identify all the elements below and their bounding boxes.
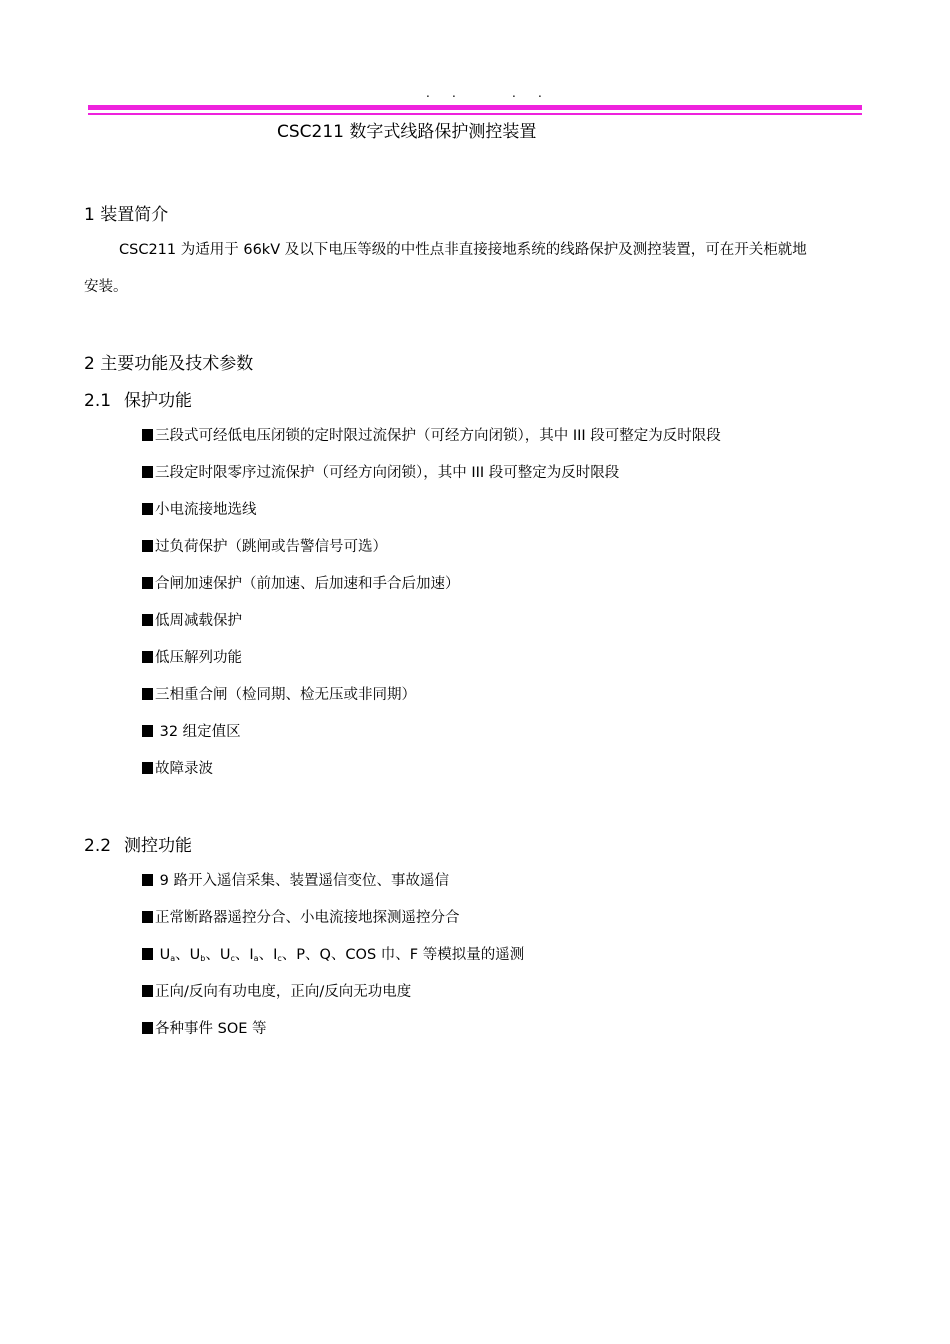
section-2-1-heading: [84, 390, 192, 412]
list-item-text: 三段式可经低电压闭锁的定时限过流保护（可经方向闭锁），其中 III 段可整定为反时限段: [155, 428, 721, 444]
square-bullet-icon: [142, 466, 153, 478]
list-item: [142, 500, 257, 520]
list-item: [142, 611, 242, 631]
separator: 、: [175, 947, 190, 963]
list-item: [142, 982, 411, 1002]
square-bullet-icon: [142, 540, 153, 552]
list-item: [142, 463, 619, 483]
square-bullet-icon: [142, 911, 153, 923]
header-rule-thick: [88, 105, 862, 110]
square-bullet-icon: [142, 1022, 153, 1034]
symbol-ic: $I_c$: [273, 947, 282, 963]
symbol-ua: $U_a$: [159, 947, 176, 963]
square-bullet-icon: [142, 577, 153, 589]
list-item: [142, 685, 416, 705]
list-item-text: 三段定时限零序过流保护（可经方向闭锁），其中 III 段可整定为反时限段: [155, 465, 620, 481]
symbol-ub: $U_b$: [189, 947, 206, 963]
list-item: [142, 1019, 267, 1039]
list-item: [142, 426, 721, 446]
header-dot: .: [452, 86, 456, 100]
list-item-text: 各种事件 SOE 等: [155, 1021, 267, 1037]
header-dot: .: [512, 86, 516, 100]
section-1-heading: 1 装置简介: [84, 205, 169, 225]
section-2-2-heading: [84, 835, 192, 857]
list-item-text: 过负荷保护（跳闸或告警信号可选）: [155, 539, 387, 555]
symbol-ia: $I_a$: [249, 947, 259, 963]
list-item-text: 故障录波: [155, 761, 213, 777]
square-bullet-icon: [142, 762, 153, 774]
list-item: [142, 908, 460, 928]
square-bullet-icon: [142, 651, 153, 663]
square-bullet-icon: [142, 503, 153, 515]
section-2-heading: 2 主要功能及技术参数: [84, 354, 254, 374]
header-dots: [0, 86, 950, 100]
list-item: [142, 648, 242, 668]
list-item-text: 正常断路器遥控分合、小电流接地探测遥控分合: [155, 910, 460, 926]
separator: 、: [258, 947, 274, 963]
header-rule-thin: [88, 113, 862, 115]
square-bullet-icon: [142, 688, 153, 700]
header-dot: .: [426, 86, 430, 100]
list-item-text: 三相重合闸（检同期、检无压或非同期）: [155, 687, 416, 703]
list-item-text: 合闸加速保护（前加速、后加速和手合后加速）: [155, 576, 460, 592]
section-1-paragraph-line-2: 安装。: [84, 279, 128, 295]
square-bullet-icon: [142, 948, 153, 960]
separator: 、: [234, 947, 250, 963]
list-item-text: 正向/反向有功电度，正向/反向无功电度: [155, 984, 412, 1000]
separator: 、: [205, 947, 220, 963]
header-dot: .: [538, 86, 542, 100]
list-item-text: 9 路开入遥信采集、装置遥信变位、事故遥信: [155, 873, 449, 889]
list-item: [142, 537, 387, 557]
section-label: 保护功能: [124, 391, 192, 411]
square-bullet-icon: [142, 429, 153, 441]
list-item-text: 小电流接地选线: [155, 502, 257, 518]
square-bullet-icon: [142, 725, 153, 737]
list-item-text: 低压解列功能: [155, 650, 242, 666]
section-1-paragraph-line-1: CSC211 为适用于 66kV 及以下电压等级的中性点非直接接地系统的线路保护及测控装置，可在开关柜就地: [119, 242, 807, 258]
list-item-measurements: [142, 945, 524, 969]
section-number: 2.2: [84, 836, 112, 856]
square-bullet-icon: [142, 874, 153, 886]
document-title: CSC211 数字式线路保护测控装置: [277, 122, 537, 142]
square-bullet-icon: [142, 985, 153, 997]
list-item-text: 32 组定值区: [155, 724, 241, 740]
list-item: [142, 574, 460, 594]
section-label: 测控功能: [124, 836, 192, 856]
square-bullet-icon: [142, 614, 153, 626]
section-number: 2.1: [84, 391, 112, 411]
list-item: [142, 871, 449, 891]
list-item: [142, 722, 241, 742]
separator: 、: [281, 947, 297, 963]
list-item-text: P、Q、COS 巾、F 等模拟量的遥测: [296, 947, 525, 963]
list-item-text: 低周减载保护: [155, 613, 242, 629]
list-item: [142, 759, 213, 779]
symbol-uc: $U_c$: [219, 947, 235, 963]
